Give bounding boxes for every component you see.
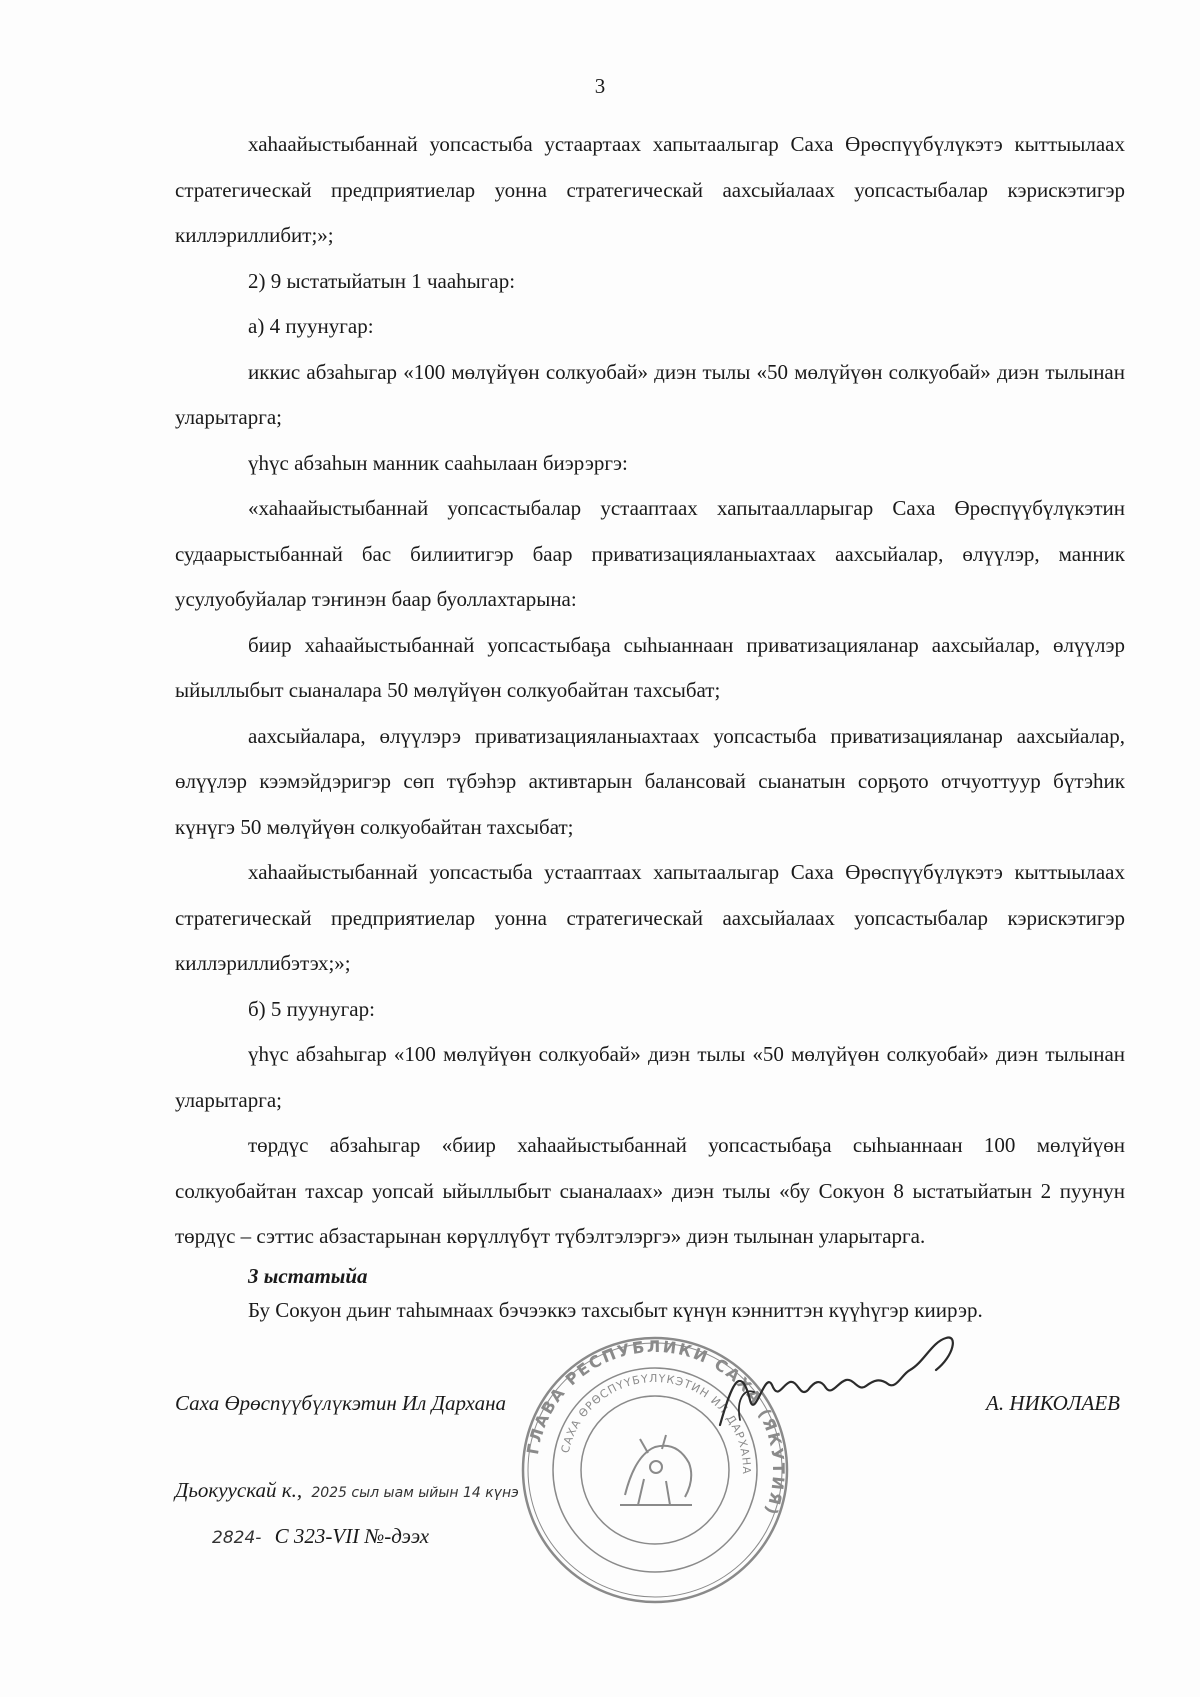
signatory-title: Саха Өрөспүүбүлүкэтин Ил Дархана: [175, 1391, 506, 1415]
handwritten-number: 2824-: [212, 1528, 262, 1548]
handwritten-date: 2025 сыл ыам ыйын 14 күнэ: [311, 1485, 519, 1501]
place-name: Дьокуускай к.,: [175, 1478, 303, 1502]
paragraph: хаһаайыстыбаннай уопсастыба устаартаах хапытаалыгар Саха Өрөспүүбүлүкэтэ кыттыылаах стратегическай предприятиелар уонна стратегическай аахсыйалаах уопсастыбалар кэрискэтигэр киллэриллибит;»;: [175, 132, 1125, 247]
page-number: 3: [594, 74, 606, 98]
document-number-line: [212, 1524, 429, 1549]
paragraph: аахсыйалара, өлүүлэрэ приватизацияланыахтаах уопсастыба приватизацияланар аахсыйалар, өлүүлэр кээмэйдэригэр сөп түбэһэр активтарын балансовай сыанатын сорҕото отчуоттуур бүтэһик күнүгэ 50 мөлүйүөн солкуобайтан тахсыбат;: [175, 723, 1125, 839]
signatory-name: А. НИКОЛАЕВ: [986, 1391, 1120, 1415]
place-line: [175, 1478, 519, 1503]
paragraph: б) 5 пуунугар:: [248, 996, 375, 1021]
article-text: Бу Сокуон дьиҥ таһымнаах бэчээккэ тахсыбыт күнүн кэнниттэн күүһүгэр киирэр.: [248, 1298, 983, 1322]
paragraph: үһүс абзаһыгар «100 мөлүйүөн солкуобай» диэн тылы «50 мөлүйүөн солкуобай» диэн тылынан уларытарга;: [175, 1042, 1125, 1112]
seal-inner-text: САХА ӨРӨСПҮҮБҮЛҮКЭТИН ИЛ ДАРХАНА: [558, 1371, 754, 1476]
handwritten-signature-icon: [710, 1330, 970, 1440]
paragraph: биир хаһаайыстыбаннай уопсастыбаҕа сыһыаннаан приватизацияланар аахсыйалар, өлүүлэр ыйыллыбыт сыаналара 50 мөлүйүөн солкуобайтан тахсыбат;: [175, 632, 1125, 702]
paragraph: төрдүс абзаһыгар «биир хаһаайыстыбаннай уопсастыбаҕа сыһыаннаан 100 мөлүйүөн солкуобайтан тахсар уопсай ыйыллыбыт сыаналаах» диэн тылы «бу Сокуон 8 ыстатыйатын 2 пуунун төрдүс – сэттис абзастарынан көрүллүбүт түбэлтэлэргэ» диэн тылынан уларытарга.: [175, 1133, 1125, 1248]
article-heading: 3 ыстатыйа: [248, 1264, 368, 1288]
paragraph: үһүс абзаһын манник сааһылаан биэрэргэ:: [248, 450, 628, 475]
paragraph: 2) 9 ыстатыйатын 1 чааһыгар:: [248, 268, 516, 293]
paragraph: «хаһаайыстыбаннай уопсастыбалар устааптаах хапытаалларыгар Саха Өрөспүүбүлүкэтин судаарыстыбаннай бас билиитигэр баар приватизацияланыахтаах аахсыйалар, өлүүлэр, манник усулуобуйалар тэҥинэн баар буоллахтарына:: [175, 496, 1125, 611]
paragraph: иккис абзаһыгар «100 мөлүйүөн солкуобай» диэн тылы «50 мөлүйүөн солкуобай» диэн тылынан уларытарга;: [175, 359, 1125, 429]
document-body: [175, 122, 1125, 1260]
paragraph: а) 4 пуунугар:: [248, 314, 374, 338]
document-number: С 323-VII №-дээх: [274, 1524, 430, 1548]
seal-outer-text: ГЛАВА РЕСПУБЛИКИ САХА (ЯКУТИЯ): [523, 1336, 789, 1519]
paragraph: хаһаайыстыбаннай уопсастыба устааптаах хапытаалыгар Саха Өрөспүүбүлүкэтэ кыттыылаах стратегическай предприятиелар уонна стратегическай аахсыйалаах уопсастыбалар кэрискэтигэр киллэриллибэтэх;»;: [175, 860, 1125, 975]
